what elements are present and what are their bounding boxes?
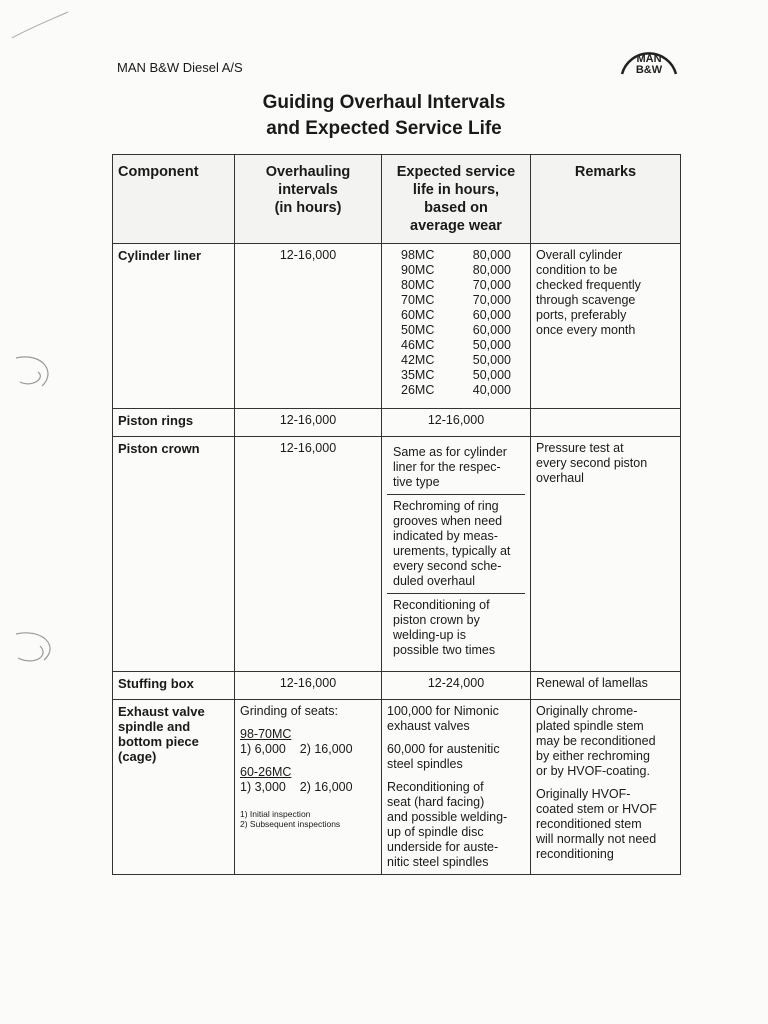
remarks-cell: Overall cylinder condition to be checked frequently through scavenge ports, preferably once every month [531,244,681,409]
service-note: Reconditioning of piston crown by welding-up is possible two times [393,598,496,657]
component-cell: Piston rings [113,409,235,437]
interval-cell: Grinding of seats: 98-70MC 1) 6,000 2) 16,000 60-26MC 1) 3,000 2) 16,000 1) Initial inspection 2) Subsequent inspections [235,700,382,875]
footnote: 2) Subsequent inspections [240,819,341,829]
page-title-line2: and Expected Service Life [266,118,502,139]
remarks-cell: Renewal of lamellas [531,672,681,700]
interval-cell: 12-16,000 [235,409,382,437]
header-service-life: Expected service life in hours, based on average wear [382,155,531,244]
inspection-values: 1) 3,000 2) 16,000 [240,780,353,794]
service-life-cell: 100,000 for Nimonic exhaust valves 60,000 for austenitic steel spindles Reconditioning of seat (hard facing) and possible welding- up of spindle disc underside for auste- nitic steel spindles [382,700,531,875]
remarks-cell: Pressure test at every second piston overhaul [531,437,681,672]
header-row [113,155,681,244]
inspection-values: 1) 6,000 2) 16,000 [240,742,353,756]
footnote: 1) Initial inspection [240,809,311,819]
table-row [113,244,681,409]
binder-hole-mark [12,628,62,673]
component-cell: Cylinder liner [113,244,235,409]
overhaul-table [112,154,681,875]
company-name: MAN B&W Diesel A/S [117,60,243,75]
service-life-cell [382,437,531,672]
interval-cell: 12-16,000 [235,244,382,409]
table-row [113,409,681,437]
engine-group-label: 98-70MC [240,727,292,741]
service-note: Rechroming of ring grooves when need indicated by meas- urements, typically at every second sche- duled overhaul [387,495,525,594]
header-interval: Overhauling intervals (in hours) [235,155,382,244]
remarks-cell [531,409,681,437]
table-row [113,700,681,875]
component-cell: Exhaust valve spindle and bottom piece (cage) [113,700,235,875]
table-row [113,437,681,672]
man-bw-logo [614,38,684,78]
engine-group-label: 60-26MC [240,765,292,779]
logo-text-top: MAN [636,53,662,65]
pencil-mark-top [10,10,70,45]
service-life-cell [382,244,531,409]
logo-text-bottom: B&W [635,64,663,76]
header-remarks: Remarks [531,155,681,244]
service-life-cell: 12-16,000 [382,409,531,437]
header-component: Component [113,155,235,244]
interval-cell: 12-16,000 [235,672,382,700]
service-note: Same as for cylinder liner for the respec- tive type [387,441,525,495]
component-cell: Stuffing box [113,672,235,700]
component-cell: Piston crown [113,437,235,672]
remarks-cell: Originally chrome- plated spindle stem may be reconditioned by either rechroming or by HVOF-coating. Originally HVOF- coated stem or HVOF reconditioned stem will normally not need reconditioning [531,700,681,875]
service-life-cell: 12-24,000 [382,672,531,700]
engine-life-list: 98MC 80,000 90MC 80,000 80MC 70,000 70MC 70,000 60MC 60,000 50MC 60,000 46MC 50,000 42MC 50,000 35MC 50,000 26MC 40,000 [401,248,511,397]
table-row [113,672,681,700]
binder-hole-mark [12,352,62,397]
interval-cell: 12-16,000 [235,437,382,672]
page-title-line1: Guiding Overhaul Intervals [262,92,506,113]
